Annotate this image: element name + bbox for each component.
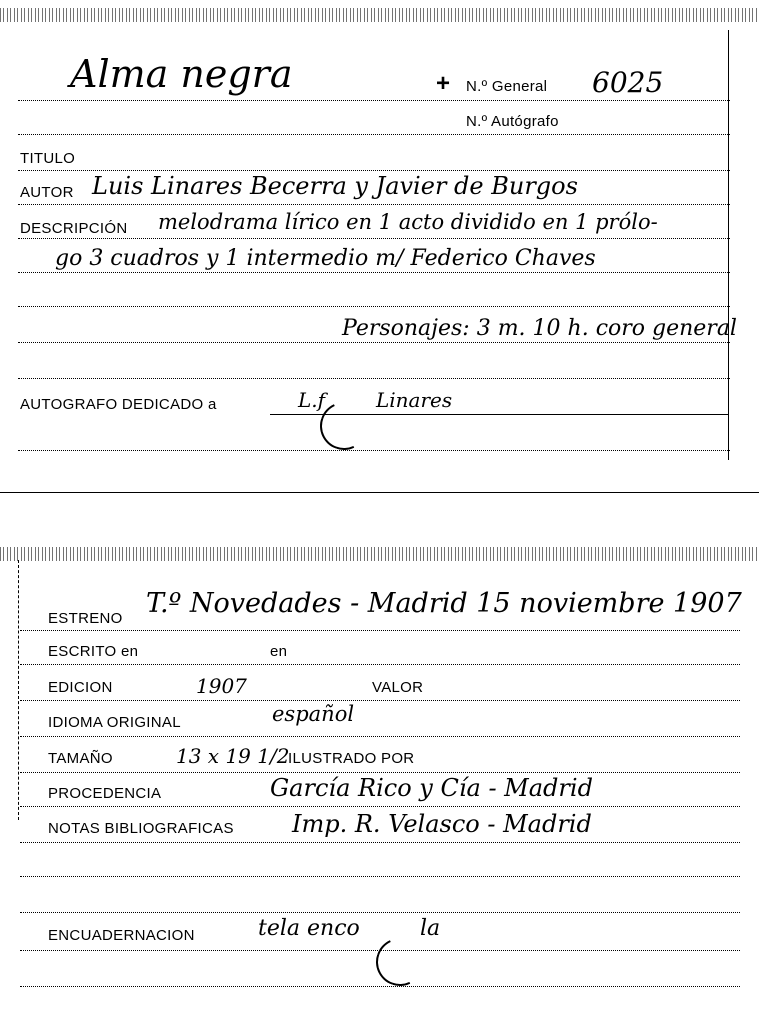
rule <box>18 204 730 205</box>
rule <box>18 272 730 273</box>
rule <box>20 950 740 951</box>
perforated-edge <box>0 547 759 561</box>
rule <box>18 450 730 451</box>
notas-label: NOTAS BIBLIOGRAFICAS <box>48 820 234 837</box>
idioma-label: IDIOMA ORIGINAL <box>48 714 181 731</box>
rule <box>18 134 730 135</box>
perforated-edge <box>0 8 759 22</box>
card-edge <box>728 30 729 460</box>
rule <box>20 630 740 631</box>
card-edge <box>18 560 19 820</box>
escrito-label: ESCRITO en <box>48 643 139 660</box>
edicion-label: EDICION <box>48 679 113 696</box>
rule <box>18 378 730 379</box>
rule <box>20 806 740 807</box>
rule <box>20 664 740 665</box>
personajes-note: Personajes: 3 m. 10 h. coro general <box>342 316 737 341</box>
titulo-label: TITULO <box>20 150 76 167</box>
idioma-value: español <box>272 702 355 726</box>
descripcion-label: DESCRIPCIÓN <box>20 220 128 237</box>
tamano-label: TAMAÑO <box>48 750 113 767</box>
rule <box>18 100 730 101</box>
rule <box>20 842 740 843</box>
rule <box>20 736 740 737</box>
autor-value: Luis Linares Becerra y Javier de Burgos <box>92 172 578 200</box>
handwritten-title: Alma negra <box>70 52 293 96</box>
cross-mark: + <box>436 70 451 97</box>
encuadernacion-value-part2: la <box>420 916 441 941</box>
rule <box>20 876 740 877</box>
rule <box>20 986 740 987</box>
descripcion-line-2: go 3 cuadros y 1 intermedio m/ Federico Chaves <box>55 246 596 271</box>
dedicado-label: AUTOGRAFO DEDICADO a <box>20 396 217 413</box>
tamano-value: 13 x 19 1/2 <box>176 744 290 768</box>
escrito-en-label: en <box>270 643 288 660</box>
rule <box>270 414 728 415</box>
notas-value: Imp. R. Velasco - Madrid <box>292 810 592 838</box>
procedencia-label: PROCEDENCIA <box>48 785 162 802</box>
rule <box>18 306 730 307</box>
edicion-value: 1907 <box>196 674 247 698</box>
encuadernacion-value-part1: tela enco <box>258 916 360 941</box>
autor-label: AUTOR <box>20 184 74 201</box>
rule <box>20 912 740 913</box>
ilustrado-label: ILUSTRADO POR <box>288 750 415 767</box>
catalog-card-top <box>0 0 759 470</box>
estreno-value: T.º Novedades - Madrid 15 noviembre 1907 <box>146 588 742 619</box>
dedicado-value-initials: L.f <box>298 388 326 412</box>
general-number-label: N.º General <box>466 78 548 95</box>
autografo-number-label: N.º Autógrafo <box>466 113 559 130</box>
rule <box>18 342 730 343</box>
descripcion-line-1: melodrama lírico en 1 acto dividido en 1 prólo- <box>158 210 658 234</box>
card-divider <box>0 492 759 493</box>
encuadernacion-label: ENCUADERNACION <box>48 927 195 944</box>
rule <box>18 238 730 239</box>
rule <box>20 772 740 773</box>
procedencia-value: García Rico y Cía - Madrid <box>270 774 593 802</box>
rule <box>18 170 730 171</box>
valor-label: VALOR <box>372 679 424 696</box>
estreno-label: ESTRENO <box>48 610 123 627</box>
general-number-value: 6025 <box>592 66 664 99</box>
dedicado-value-name: Linares <box>376 388 453 412</box>
rule <box>20 700 740 701</box>
